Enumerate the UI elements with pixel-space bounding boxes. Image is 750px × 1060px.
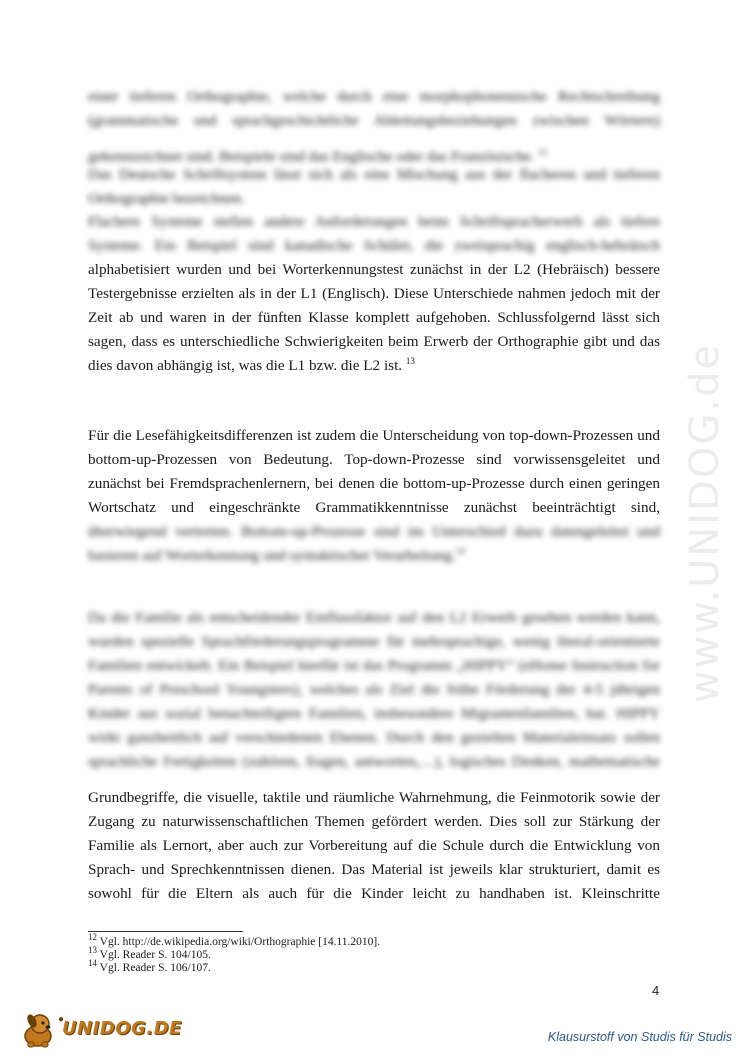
text-line: Für die Lesefähigkeitsdifferenzen ist zudem die Unterscheidung von top-down-Prozessen und xyxy=(88,427,660,444)
text-line: Wortschatz und eingeschränkte Grammatikkenntnisse zunächst beeinträchtigt sind, xyxy=(88,499,660,516)
text-line: dies davon abhängig ist, was die L1 bzw. die L2 ist. $^{13}$ xyxy=(88,355,415,374)
text-line: wurden spezielle Sprachförderungsprogramme für mehrsprachige, wenig literal-orientierte xyxy=(88,633,660,650)
text-line: Familie als Lernort, aber auch zur Vorbereitung auf die Schule durch die Entwicklung von xyxy=(88,837,660,854)
text-line: Systeme. Ein Beispiel sind kanadische Schüler, die zweisprachig englisch-hebräisch xyxy=(88,237,660,254)
text-line: Das Deutsche Schriftsystem lässt sich als eine Mischung aus der flacheren und tieferen xyxy=(88,166,660,183)
text-line: überwiegend vertreten. Bottom-up-Prozesse sind im Unterschied dazu datengeleitet und xyxy=(88,523,660,540)
text-line: Da die Familie als entscheidender Einflussfaktor auf den L2 Erwerb gesehen werden kann, xyxy=(88,609,660,626)
paw-icon: ● xyxy=(58,1014,65,1025)
text-line: Sprach- und Sprechkenntnissen dienen. Das Material ist jeweils klar strukturiert, damit es xyxy=(88,861,660,878)
footnote: $^{12}$ Vgl. http://de.wikipedia.org/wiki/Orthographie [14.11.2010]. xyxy=(88,932,381,948)
text-line: Kinder aus sozial benachteiligten Familien, insbesondere Migrantenfamilien, hat. HIPPY xyxy=(88,705,660,722)
text-line: Flachere Systeme stellen andere Anforderungen beim Schriftspracherwerb als tiefere xyxy=(88,213,660,230)
blurred-paragraph-2 xyxy=(88,163,660,211)
text-line: bottom-up-Prozessen von Bedeutung. Top-down-Prozesse sind vorwissensgeleitet und xyxy=(88,451,660,468)
blurred-paragraph-5 xyxy=(88,606,660,774)
paragraph-reading-processes xyxy=(88,424,660,520)
text-line: Grundbegriffe, die visuelle, taktile und räumliche Wahrnehmung, die Feinmotorik sowie der xyxy=(88,789,660,806)
paragraph-orthography xyxy=(88,258,660,378)
blurred-paragraph-4 xyxy=(88,520,660,568)
footnote-mark: 12 xyxy=(538,146,548,157)
footnote-divider xyxy=(88,931,243,932)
text-line: sagen, dass es unterschiedliche Schwierigkeiten beim Erwerb der Orthographie gibt und das xyxy=(88,333,660,350)
text-line: Testergebnisse erzielten als in der L1 (Englisch). Diese Unterschiede nahmen jedoch mit der xyxy=(88,285,660,302)
text-line: sprachliche Fertigkeiten (zuhören, fragen, antworten,…), logisches Denken, mathematische xyxy=(88,753,660,770)
page-number: 4 xyxy=(652,983,660,998)
text-line: Parents of Preschool Youngsters), welches als Ziel die frühe Förderung der 4-5 jährigen xyxy=(88,681,660,698)
footnote: $^{14}$ Vgl. Reader S. 106/107. xyxy=(88,958,211,974)
footnote-mark: 13 xyxy=(405,355,415,366)
paragraph-hippy-program xyxy=(88,786,660,906)
unidog-logo[interactable] xyxy=(18,1012,182,1048)
text-line: Zeit ab und waren in der fünften Klasse komplett aufgehoben. Schlussfolgernd lässt sich xyxy=(88,309,660,326)
footnote: $^{13}$ Vgl. Reader S. 104/105. xyxy=(88,945,211,961)
blurred-paragraph-1 xyxy=(88,85,660,133)
text-line: alphabetisiert wurden und bei Worterkennungstest zunächst in der L2 (Hebräisch) bessere xyxy=(88,261,660,278)
document-page: www.UNIDOG.de einer tieferen Orthographie, welche durch eine morphophonemische Rechtschreibung (grammatische und sprachgeschichtliche Ableitungsbeziehungen zwischen Wörtern) gekennzeichnet sind. Beispiele sind das Englische oder das Französische. $^{12}$ Das Deutsche Schriftsystem lässt sich als eine Mischung aus der flacheren und tieferen Orthographie bezeichnen. Flachere Systeme stellen andere Anforderungen beim Schriftspracherwerb als tiefere Systeme. Ein Beispiel sind kanadische Schüler, die zweisprachig englisch-hebräisch alphabetisiert wurden und bei Worterkennungstest zunächst in der L2 (Hebräisch) bessere Testergebnisse erzielten als in der L1 (Englisch). Diese Unterschiede nahmen jedoch mit der Zeit ab und waren in der fünften Klasse komplett aufgehoben. Schlussfolgernd lässt sich sagen, dass es unterschiedliche Schwierigkeiten beim Erwerb der Orthographie gibt und das dies davon abhängig ist, was die L1 bzw. die L2 ist. $^{13}$ Für die Lesefähigkeitsdifferenzen ist zudem die Unterscheidung von top-down-Prozessen und bottom-up-Prozessen von Bedeutung. Top-down-Prozesse sind vorwissensgeleitet und zunächst bei Fremdsprachenlernern, bei denen die bottom-up-Prozesse durch einen geringen Wortschatz und eingeschränkte Grammatikkenntnisse zunächst beeinträchtigt sind, überwiegend vertreten. Bottom-up-Prozesse sind im Unterschied dazu datengeleitet und basieren auf Worterkennung und syntaktischer Verarbeitung.$^{14}$ Da die Familie als entscheidender Einflussfaktor auf den L2 Erwerb gesehen werden kann, wurden spezielle Sprachförderungsprogramme für mehrsprachige, wenig literal-orientierte Familien entwickelt. Ein Beispiel hierfür ist das Programm „HIPPY“ (eHome Instruction for Parents of Preschool Youngsters), welches als Ziel die frühe Förderung der 4-5 jährigen Kinder aus sozial benachteiligten Familien, insbesondere Migrantenfamilien, hat. HIPPY wirkt ganzheitlich auf verschiedenen Ebenen. Durch den gezielten Materialeinsatz sollen sprachliche Fertigkeiten (zuhören, fragen, antworten,…), logisches Denken, mathematische Grundbegriffe, die visuelle, taktile und räumliche Wahrnehmung, die Feinmotorik sowie der Zugang zu naturwissenschaftlichen Themen gefördert werden. Dies soll zur Stärkung der Familie als Lernort, aber auch zur Vorbereitung auf die Schule durch die Entwicklung von Sprach- und Sprechkenntnissen dienen. Das Material ist jeweils klar strukturiert, damit es sowohl für die Eltern als auch für die Kinder leicht zu handhaben ist. Kleinschritte $^{12}$ Vgl. http://de.wikipedia.org/wiki/Orthographie [14.11.2010]. $^{13}$ Vgl. Reader S. 104/105. $^{14}$ Vgl. Reader S. 106/107. 4 ● UNIDOG.DE Klausurstoff von Studis für Studis xyxy=(0,0,750,1060)
text-line: wirkt ganzheitlich auf verschiedenen Ebenen. Durch den gezielten Materialeinsatz sollen xyxy=(88,729,660,746)
footer-tagline: Klausurstoff von Studis für Studis xyxy=(547,1030,732,1044)
text-line: Zugang zu naturwissenschaftlichen Themen gefördert werden. Dies soll zur Stärkung der xyxy=(88,813,660,830)
text-line: Orthographie bezeichnen. xyxy=(88,190,245,207)
text-line: gekennzeichnet sind. Beispiele sind das Englische oder das Französische. $^{12}$ xyxy=(88,146,548,165)
logo-text: UNIDOG.DE xyxy=(62,1018,182,1039)
text-line: sowohl für die Eltern als auch für die Kinder leicht zu handhaben ist. Kleinschritte xyxy=(88,885,660,902)
text-line: einer tieferen Orthographie, welche durch eine morphophonemische Rechtschreibung xyxy=(88,88,660,105)
text-line: basieren auf Worterkennung und syntaktischer Verarbeitung.$^{14}$ xyxy=(88,545,465,564)
footnotes xyxy=(88,932,660,975)
blurred-paragraph-3 xyxy=(88,210,660,258)
text-line: zunächst bei Fremdsprachenlernern, bei denen die bottom-up-Prozesse durch einen geringen xyxy=(88,475,660,492)
text-line: (grammatische und sprachgeschichtliche Ableitungsbeziehungen zwischen Wörtern) xyxy=(88,112,660,129)
dog-mascot-icon xyxy=(18,1012,60,1048)
footnote-mark: 14 xyxy=(455,545,465,556)
text-line: Familien entwickelt. Ein Beispiel hierfür ist das Programm „HIPPY“ (eHome Instruction for xyxy=(88,657,660,674)
